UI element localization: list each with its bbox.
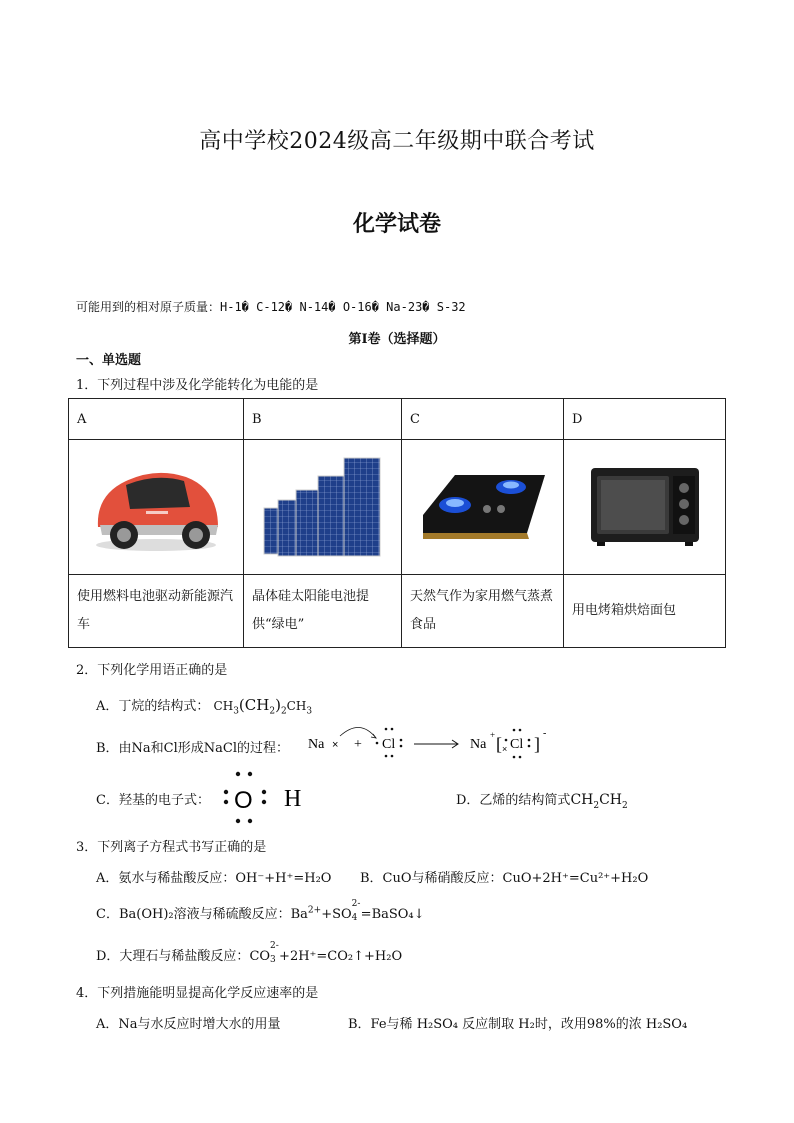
c-h: H [284,786,302,812]
svg-text:-: - [543,728,547,739]
q2-option-a [96,695,312,716]
svg-text:[: [ [496,734,502,754]
q3-option-a: A．氨水与稀盐酸反应：OH⁻+H⁺=H₂O [96,871,332,886]
q3-option-c: C．Ba(OH)₂溶液与稀硫酸反应：$Ba^{2+}+SO$ 2- 4 =BaSO₄↓ [96,899,425,923]
q3-c-label: C．Ba(OH)₂溶液与稀硫酸反应： [96,907,291,922]
q1-header-d: D [564,399,726,440]
q2-a-formula: $CH_3(CH_2)_2CH_3$ [213,696,313,717]
solar-panels-icon [258,450,388,560]
exam-subtitle: 化学试卷 [352,211,441,237]
b-na: Na [308,737,325,752]
q2-a-label: A．丁烷的结构式： [96,699,210,714]
q4-stem: 4．下列措施能明显提高化学反应速率的是 [76,986,319,1001]
b-plus: + [354,737,362,752]
q1-image-a [69,440,244,575]
q1-stem: 1．下列过程中涉及化学能转化为电能的是 [76,378,319,393]
electric-car-icon [86,455,226,555]
q1-image-d [564,440,726,575]
q1-header-a: A [69,399,244,440]
section-title: 一、单选题 [76,353,142,368]
q1-options-table [68,398,726,648]
q1-caption-b: 晶体硅太阳能电池提供“绿电” [244,575,402,648]
hydroxyl-electron-dot [220,768,320,826]
q3-option-b: B．CuO与稀硝酸反应：CuO+2H⁺=Cu²⁺+H₂O [360,871,649,886]
svg-text:]: ] [534,734,540,754]
b-product-cl: Cl [510,737,524,752]
q1-caption-a: 使用燃料电池驱动新能源汽车 [69,575,244,648]
atomic-masses: 可能用到的相对原子质量：H-1� C-12� N-14� O-16� Na-23� S-32 [76,300,466,314]
q1-caption-d: 用电烤箱烘焙面包 [564,575,726,648]
q2-option-d: D．乙烯的结构简式$CH_2CH_2$ [456,792,628,811]
svg-text:+: + [490,730,496,740]
q3-option-d: D．大理石与稀盐酸反应：CO 2- 3 +2H⁺=CO₂↑+H₂O [96,941,403,965]
svg-text:×: × [332,739,339,751]
q2-stem: 2．下列化学用语正确的是 [76,663,228,678]
q2-d-label: D．乙烯的结构简式 [456,793,571,808]
exam-title: 高中学校2024级高二年级期中联合考试 [199,129,595,154]
electric-oven-icon [585,460,705,550]
gas-stove-icon [415,455,550,555]
q4-option-a: A．Na与水反应时增大水的用量 [96,1017,281,1032]
q3-d-label: D．大理石与稀盐酸反应： [96,949,250,964]
q1-header-c: C [402,399,564,440]
svg-text:×: × [502,744,508,754]
c-o: O [234,787,253,814]
q1-caption-c: 天然气作为家用燃气蒸煮食品 [402,575,564,648]
q3-stem: 3．下列离子方程式书写正确的是 [76,840,267,855]
q4-option-b: B．Fe与稀 H₂SO₄ 反应制取 H₂时，改用98%的浓 H₂SO₄ [348,1017,688,1032]
b-product-na: Na [470,737,487,752]
q2-option-b-label: B．由Na和Cl形成NaCl的过程： [96,741,290,756]
q1-header-b: B [244,399,402,440]
part-title: 第Ⅰ卷（选择题） [348,332,446,347]
q2-option-c-label: C．羟基的电子式： [96,793,210,808]
q1-image-b [244,440,402,575]
b-cl: Cl [382,737,396,752]
q1-image-c [402,440,564,575]
nacl-formation-diagram [300,716,560,764]
